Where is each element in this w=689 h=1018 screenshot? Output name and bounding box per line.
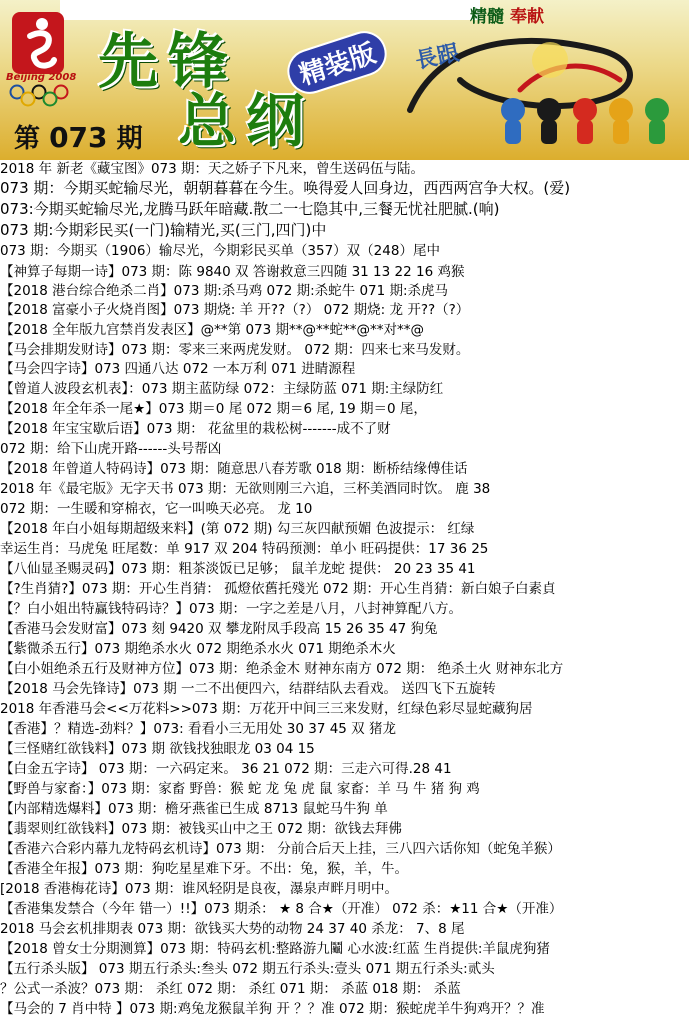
text-line: 【内部精选爆料】073 期：檐牙燕雀已生成 8713 鼠蛇马牛狗 单 [0,801,388,817]
top-right-word-1: 精髓 [470,7,504,27]
text-line: 【2018 全年版九宫禁肖发表区】@**第 073 期**@**蛇**@**对**@ [0,322,424,338]
text-line: 【?生肖猜?】073 期：开心生肖猜： 孤燈依舊托殘光 072 期：开心生肖猜：新白娘子白素貞 [0,581,556,597]
banner-title-line1: 先锋 [98,27,238,97]
text-line: 【2018 港台综合绝杀二肖】073 期:杀马鸡 072 期:杀蛇牛 071 期:杀虎马 [0,283,449,299]
header-banner [0,0,689,160]
issue-value: 073 [49,121,108,154]
text-line: ？公式一杀波？073 期： 杀红 072 期： 杀红 071 期： 杀蓝 018 期： 杀蓝 [0,981,461,997]
banner-side-text: 長跟 [413,40,462,75]
text-line: 072 期：一生暖和穿棉衣，它一叫唤天必亮。 龙 10 [0,501,313,517]
banner-title-line2: 总纲 [178,87,315,155]
edition-badge: 精装版 [282,25,393,99]
text-line: 【八仙显圣赐灵码】073 期：粗茶淡饭已足够； 鼠羊龙蛇 提供： 20 23 35 41 [0,561,476,577]
fuwa-mascots-icon [495,90,675,150]
text-line: 【野兽与家畜：】073 期：家畜 野兽：猴 蛇 龙 兔 虎 鼠 家畜：羊 马 牛 猪 狗 鸡 [0,781,480,797]
text-line: 【2018 年白小姐每期超级来料】(第 072 期) 勾三灰四献预媚 色波提示： 红绿 [0,521,475,537]
text-line: 【香港】？精选-劲料？】073: 看看小三无用处 30 37 45 双 猪龙 [0,721,396,737]
issue-prefix: 第 [14,124,41,154]
text-line: 【2018 年全年杀一尾★】073 期＝0 尾 072 期＝6 尾, 19 期＝0 尾， [0,401,427,417]
beijing-text: Beijing 2008 [6,72,77,83]
text-line: 073 期：今期买蛇输尽光，朝朝暮暮在今生。唤得爱人回身边，西西两宫争大权。(爱) [0,179,571,197]
text-line: 【三怪赌红欲钱料】073 期 欲钱找独眼龙 03 04 15 [0,741,315,757]
text-line: 【2018 年宝宝歇后语】073 期： 花盆里的栽松树-------成不了财 [0,421,391,437]
text-line: 【2018 年曾道人特码诗】073 期：随意思八春芳歌 018 期：断桥结缘傅佳话 [0,461,468,477]
text-line: 【神算子每期一诗】073 期：陈 9840 双 答谢救意三四随 31 13 22 16 鸡猴 [0,264,465,280]
text-line: 幸运生肖：马虎兔 旺尾数：单 917 双 204 特码预测：单小 旺码提供：17 36 25 [0,541,489,557]
text-line: 【香港集发禁合（今年 错一）!!】073 期杀： ★ 8 合★（开准） 072 杀：★11 合★（开准） [0,901,563,917]
text-line: 【香港马会发财富】073 刻 9420 双 攀龙附凤手段高 15 26 35 47 狗兔 [0,621,438,637]
text-line: 【马会排期发财诗】073 期：零来三来两虎发财。 072 期：四来七来马发财。 [0,342,470,358]
issue-suffix: 期 [116,124,143,154]
text-line: 2018 年香港马会<<万花料>>073 期：万花开中间三三来发财，红绿色彩尽显蛇藏狗居 [0,701,533,717]
text-line: 【2018 曾女士分期测算】073 期：特码玄机:整路游九鬮 心水波:红蓝 生肖提供:羊鼠虎狗猪 [0,941,550,957]
text-line: 【香港六合彩内幕九龙特码玄机诗】073 期： 分前合后天上挂，三八四六话你知（蛇兔羊猴） [0,841,561,857]
top-right-word-2: 奉献 [510,7,544,27]
text-line: 073:今期买蛇输尽光,龙腾马跃年暗藏.散二一七隐其中,三餐无忧社肥腻.(响) [0,200,500,218]
text-line: 073 期：今期买（1906）输尽光，今期彩民买单（357）双（248）尾中 [0,243,440,259]
text-line: 【香港全年报】073 期：狗吃星星难下牙。不出：兔，猴，羊，牛。 [0,861,409,877]
text-line: 【五行杀头版】 073 期五行杀头:叁头 072 期五行杀头:壹头 071 期五行杀头:贰头 [0,961,495,977]
text-line: 【马会四字诗】073 四通八达 072 一本万利 071 进睛源程 [0,361,356,377]
text-line: 073 期:今期彩民买(一门)输精光,买(三门,四门)中 [0,221,327,239]
text-line: 2018 年《最宅版》无字天书 073 期：无欲则刚三六追，三杯美酒同时饮。 鹿 38 [0,481,491,497]
text-line: 2018 年 新老《藏宝图》073 期：天之娇子下凡来，曾生送码伍与陆。 [0,161,424,177]
text-line: 【紫微杀五行】073 期绝杀水火 072 期绝杀水火 071 期绝杀木火 [0,641,396,657]
text-line: 【白金五字诗】 073 期：一六码定来。 36 21 072 期：三走六可得.28 41 [0,761,452,777]
text-line: 【2018 富豪小子火烧肖图】073 期烧: 羊 开??（?） 072 期烧: 龙 开??（?） [0,302,470,318]
text-line: 072 期：给下山虎开路------头号帮凶 [0,441,222,457]
text-line: 【曾道人波段玄机表】：073 期主蓝防绿 072：主绿防蓝 071 期:主绿防红 [0,381,444,397]
text-line: [2018 香港梅花诗】073 期：谁风轻阴是良夜，瀑泉声畔月明中。 [0,881,398,897]
text-line: 【翡翠则红欲钱料】073 期：被钱买山中之王 072 期：欲钱去拜佛 [0,821,402,837]
text-line: 2018 马会玄机排期表 073 期：欲钱买大势的动物 24 37 40 杀龙： 7、8 尾 [0,921,465,937]
text-line: 【马会的 7 肖中特 】073 期:鸡兔龙猴鼠羊狗 开 ？？准 072 期：猴蛇虎羊牛狗鸡开？？准 [0,1001,545,1017]
issue-number [14,118,143,155]
text-line: 【2018 马会先锋诗】073 期 一二不出便四六，结群结队去看戏。 送四飞下五旋转 [0,681,496,697]
text-line: 【？白小姐出特赢钱特码诗？】073 期：一字之差是八月，八封神算配八方。 [0,601,463,617]
text-line: 【白小姐绝杀五行及财神方位】073 期：绝杀金木 财神东南方 072 期： 绝杀土火 财神东北方 [0,661,564,677]
olympic-rings-icon [6,84,72,108]
